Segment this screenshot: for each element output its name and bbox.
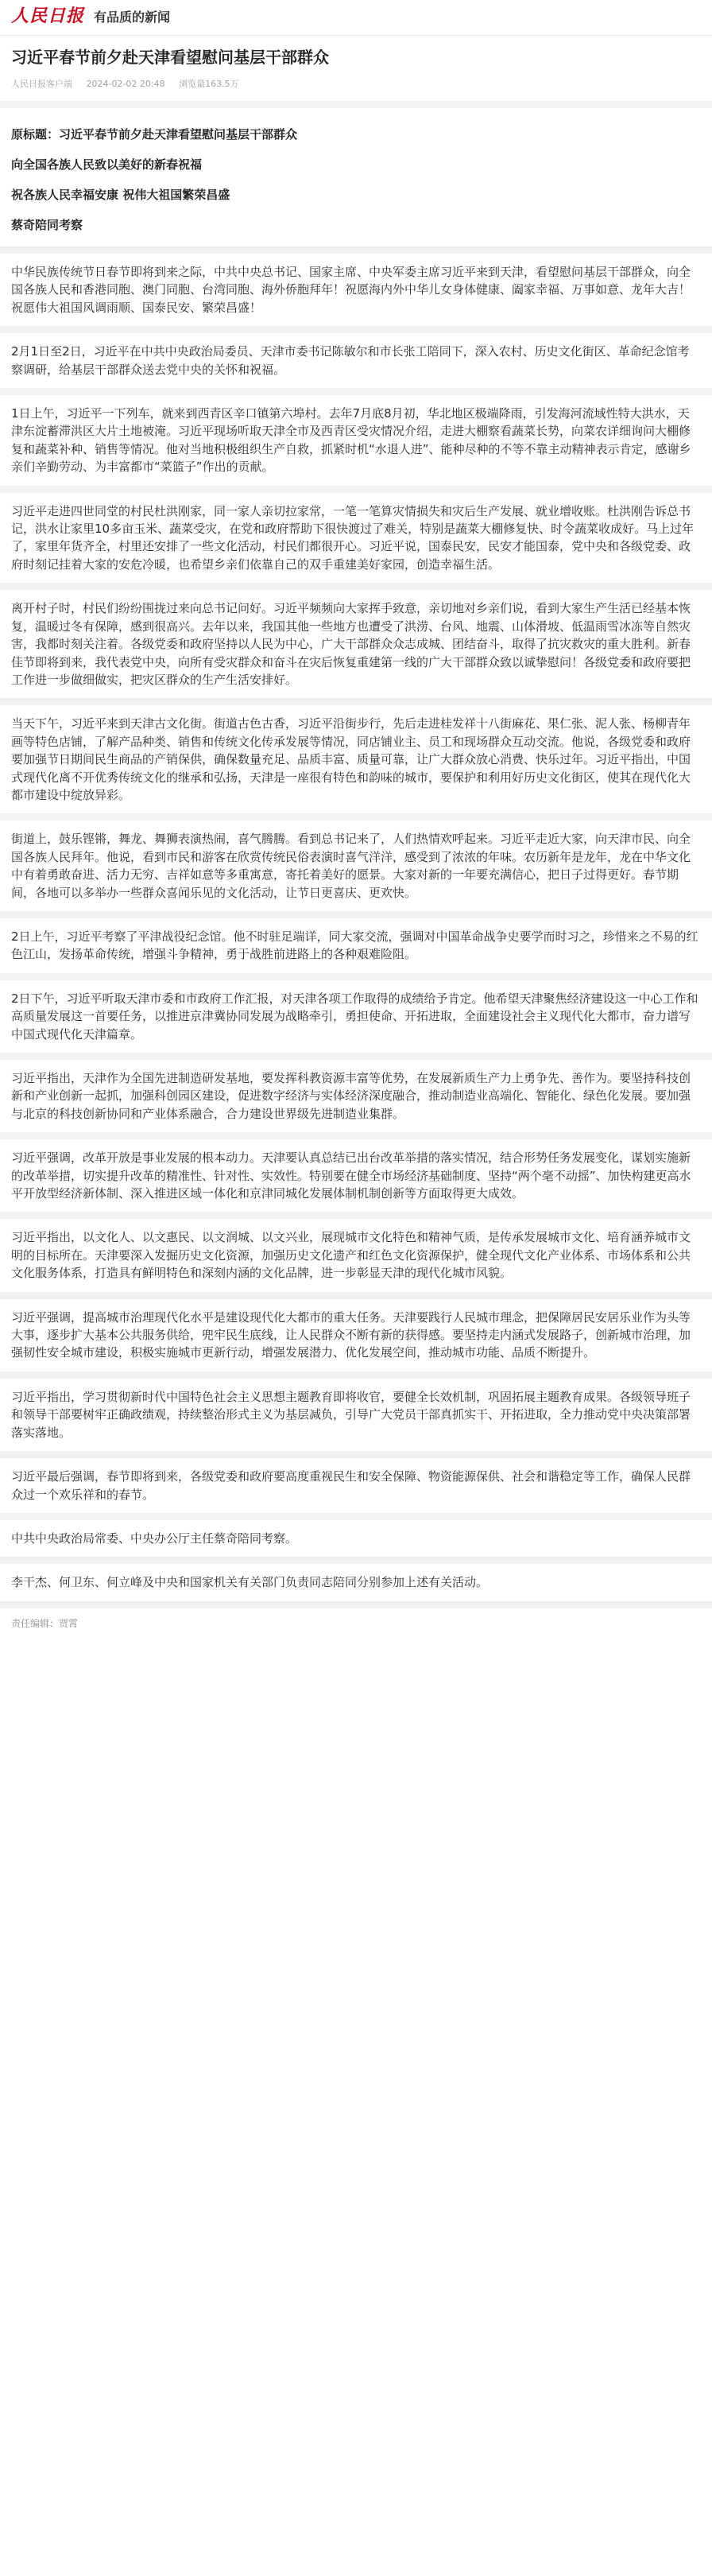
paragraph: 2日上午，习近平考察了平津战役纪念馆。他不时驻足端详，同大家交流，强调对中国革命战争史要学而时习之，珍惜来之不易的红色江山，发扬革命传统，增强斗争精神，勇于战胜前进路上的各种艰难险阻。 xyxy=(11,929,698,962)
paragraph-separator xyxy=(0,486,712,493)
article-header xyxy=(0,36,712,90)
paragraph: 街道上，鼓乐铿锵，舞龙、舞狮表演热闹，喜气腾腾。看到总书记来了，人们热情欢呼起来。习近平走近大家，向天津市民、向全国各族人民拜年。他说，看到市民和游客在欣赏传统民俗表演时喜气洋洋，感受到了浓浓的年味。农历新年是龙年，龙在中华文化中有着勇敢奋进、活力无穷、吉祥如意等多重寓意，寄托着美好的愿景。大家对新的一年要充满信心，把日子过得更好。春节期间，各地可以多举办一些群众喜闻乐见的文化活动，让节日更喜庆、更欢快。 xyxy=(11,832,691,900)
article-views: 浏览量163.5万 xyxy=(179,79,239,89)
paragraph: 习近平指出，以文化人、以文惠民、以文润城、以文兴业，展现城市文化特色和精神气质，是传承发展城市文化、培育涵养城市文明的目标所在。天津要深入发掘历史文化资源，加强历史文化遗产和红色文化资源保护，健全现代文化产业体系、市场体系和公共文化服务体系，打造具有鲜明特色和深刻内涵的文化品牌，进一步彰显天津的现代化城市风貌。 xyxy=(11,1230,691,1281)
top-bar xyxy=(0,0,712,36)
paragraph: 习近平指出，天津作为全国先进制造研发基地，要发挥科教资源丰富等优势，在发展新质生产力上勇争先、善作为。要坚持科技创新和产业创新一起抓，加强科创园区建设，促进数字经济与实体经济深度融合，推动制造业高端化、智能化、绿色化发展。要加强与北京的科技创新协同和产业体系融合，合力建设世界级先进制造业集群。 xyxy=(11,1071,691,1121)
paragraph-separator xyxy=(0,246,712,254)
subhead-accompany: 蔡奇陪同考察 xyxy=(11,218,83,232)
paragraph: 习近平强调，提高城市治理现代化水平是建设现代化大都市的重大任务。天津要践行人民城市理念，把保障居民安居乐业作为头等大事，逐步扩大基本公共服务供给，兜牢民生底线，让人民群众不断有新的获得感。要坚持走内涵式发展路子，创新城市治理，加强韧性安全城市建设，积极实施城市更新行动，增强发展潜力、优化发展空间，推动城市功能、品质不断提升。 xyxy=(11,1309,691,1360)
paragraph-separator xyxy=(0,388,712,395)
subhead-greeting: 向全国各族人民致以美好的新春祝福 xyxy=(11,157,203,172)
paragraph-separator xyxy=(0,911,712,918)
paragraph-separator xyxy=(0,583,712,590)
paragraph: 2日下午，习近平听取天津市委和市政府工作汇报，对天津各项工作取得的成绩给予肯定。他希望天津聚焦经济建设这一中心工作和高质量发展这一首要任务，以推进京津冀协同发展为战略牵引，勇担使命、开拓进取，全面建设社会主义现代化大都市，奋力谱写中国式现代化天津篇章。 xyxy=(11,991,698,1042)
paragraph-separator xyxy=(0,1557,712,1564)
paragraph: 当天下午，习近平来到天津古文化街。街道古色古香，习近平沿街步行，先后走进桂发祥十八街麻花、果仁张、泥人张、杨柳青年画等特色店铺，了解产品种类、销售和传统文化传承发展等情况，同店铺业主、员工和现场群众互动交流。他说，各级党委和政府要加强节日期间民生商品的产销保供，确保数量充足、品质丰富、质量可靠，让广大群众放心消费、快乐过年。习近平指出，中国式现代化离不开优秀传统文化的继承和弘扬，天津是一座很有特色和韵味的城市，要保护和利用好历史文化街区，使其在现代化大都市建设中绽放异彩。 xyxy=(11,716,691,802)
paragraph-separator xyxy=(0,813,712,821)
article-body xyxy=(0,108,712,1608)
paragraph: 习近平走进四世同堂的村民杜洪刚家，同一家人亲切拉家常，一笔一笔算灾情损失和灾后生产发展、就业增收账。杜洪刚告诉总书记，洪水让家里10多亩玉米、蔬菜受灾，在党和政府帮助下很快渡过了难关，特别是蔬菜大棚修复快、时令蔬菜收成好。马上过年了，家里年货齐全，村里还安排了一些文化活动，村民们都很开心。习近平说，国泰民安，民安才能国泰，党中央和各级党委、政府时刻记挂着大家的安危冷暖，也希望乡亲们依靠自己的双手重建美好家园，创造幸福生活。 xyxy=(11,503,695,572)
paragraph: 习近平最后强调，春节即将到来，各级党委和政府要高度重视民生和安全保障、物资能源保供、社会和谐稳定等工作，确保人民群众过一个欢乐祥和的春节。 xyxy=(11,1469,691,1502)
subhead-wish: 祝各族人民幸福安康 祝伟大祖国繁荣昌盛 xyxy=(11,188,230,202)
paragraph-separator xyxy=(0,1513,712,1520)
editor-credit: 责任编辑：贾霄 xyxy=(11,1617,79,1629)
paragraph-separator xyxy=(0,1212,712,1219)
paragraph: 中共中央政治局常委、中央办公厅主任蔡奇陪同考察。 xyxy=(11,1530,298,1546)
paragraph: 习近平强调，改革开放是事业发展的根本动力。天津要认真总结已出台改革举措的落实情况，结合形势任务发展变化，谋划实施新的改革举措，切实提升改革的精准性、针对性、实效性。特别要在健全市场经济基础制度、坚持“两个毫不动摇”、加快构建更高水平开放型经济新体制、深入推进区域一体化和京津同城化发展体制机制创新等方面取得更大成效。 xyxy=(11,1150,691,1201)
article-meta xyxy=(11,77,701,90)
paragraph-separator xyxy=(0,1601,712,1608)
paragraph-separator xyxy=(0,973,712,980)
paragraph-separator xyxy=(0,1292,712,1299)
article-source: 人民日报客户端 xyxy=(11,79,72,89)
paragraph: 离开村子时，村民们纷纷围拢过来向总书记问好。习近平频频向大家挥手致意，亲切地对乡亲们说，看到大家生产生活已经基本恢复，温暖过冬有保障，感到很高兴。去年以来，我国其他一些地方也遭受了洪涝、台风、地震、山体滑坡、低温雨雪冰冻等自然灾害，我都时刻关注着。各级党委和政府坚持以人民为中心，广大干部群众众志成城、团结奋斗，取得了抗灾救灾的重大胜利。新春佳节即将到来，我代表党中央，向所有受灾群众和奋斗在灾后恢复重建第一线的广大干部群众致以诚挚慰问！各级党委和政府要把工作进一步做细做实，把灾区群众的生产生活安排好。 xyxy=(11,601,691,687)
paragraph: 1日上午，习近平一下列车，就来到西青区辛口镇第六埠村。去年7月底8月初，华北地区极端降雨，引发海河流域性特大洪水，天津东淀蓄滞洪区大片土地被淹。习近平现场听取天津全市及西青区受灾情况介绍，走进大棚察看蔬菜长势，向菜农详细询问大棚修复和蔬菜补种、销售等情况。他对当地积极组织生产自救，抓紧时机“水退人进”、能种尽种的不等不靠主动精神表示肯定，感谢乡亲们辛勤劳动、为丰富都市“菜篮子”作出的贡献。 xyxy=(11,406,691,475)
paragraph-separator xyxy=(0,326,712,333)
paragraph-separator xyxy=(0,1132,712,1139)
slogan: 有品质的新闻 xyxy=(94,10,171,25)
paragraph: 李干杰、何卫东、何立峰及中央和国家机关有关部门负责同志陪同分别参加上述有关活动。 xyxy=(11,1575,489,1590)
section-divider xyxy=(0,101,712,108)
original-title: 原标题：习近平春节前夕赴天津看望慰问基层干部群众 xyxy=(11,127,298,142)
paragraph-separator xyxy=(0,698,712,705)
paragraph: 2月1日至2日，习近平在中共中央政治局委员、天津市委书记陈敏尔和市长张工陪同下，深入农村、历史文化街区、革命纪念馆考察调研，给基层干部群众送去党中央的关怀和祝福。 xyxy=(11,344,690,377)
paragraph-separator xyxy=(0,1451,712,1458)
article-footer xyxy=(0,1608,712,1630)
paragraph: 中华民族传统节日春节即将到来之际，中共中央总书记、国家主席、中央军委主席习近平来到天津，看望慰问基层干部群众，向全国各族人民和香港同胞、澳门同胞、台湾同胞、海外侨胞拜年！祝愿海内外中华儿女身体健康、阖家幸福、万事如意、龙年大吉！祝愿伟大祖国风调雨顺、国泰民安、繁荣昌盛！ xyxy=(11,265,691,315)
people-daily-logo[interactable]: 人民日报 xyxy=(11,6,85,26)
article-title: 习近平春节前夕赴天津看望慰问基层干部群众 xyxy=(11,48,329,67)
paragraph-separator xyxy=(0,1371,712,1379)
article-datetime: 2024-02-02 20:48 xyxy=(86,79,165,89)
paragraph-separator xyxy=(0,1053,712,1060)
paragraph: 习近平指出，学习贯彻新时代中国特色社会主义思想主题教育即将收官，要健全长效机制，巩固拓展主题教育成果。各级领导班子和领导干部要树牢正确政绩观，持续整治形式主义为基层减负，引导广大党员干部真抓实干、开拓进取，全力推动党中央决策部署落实落地。 xyxy=(11,1389,691,1440)
